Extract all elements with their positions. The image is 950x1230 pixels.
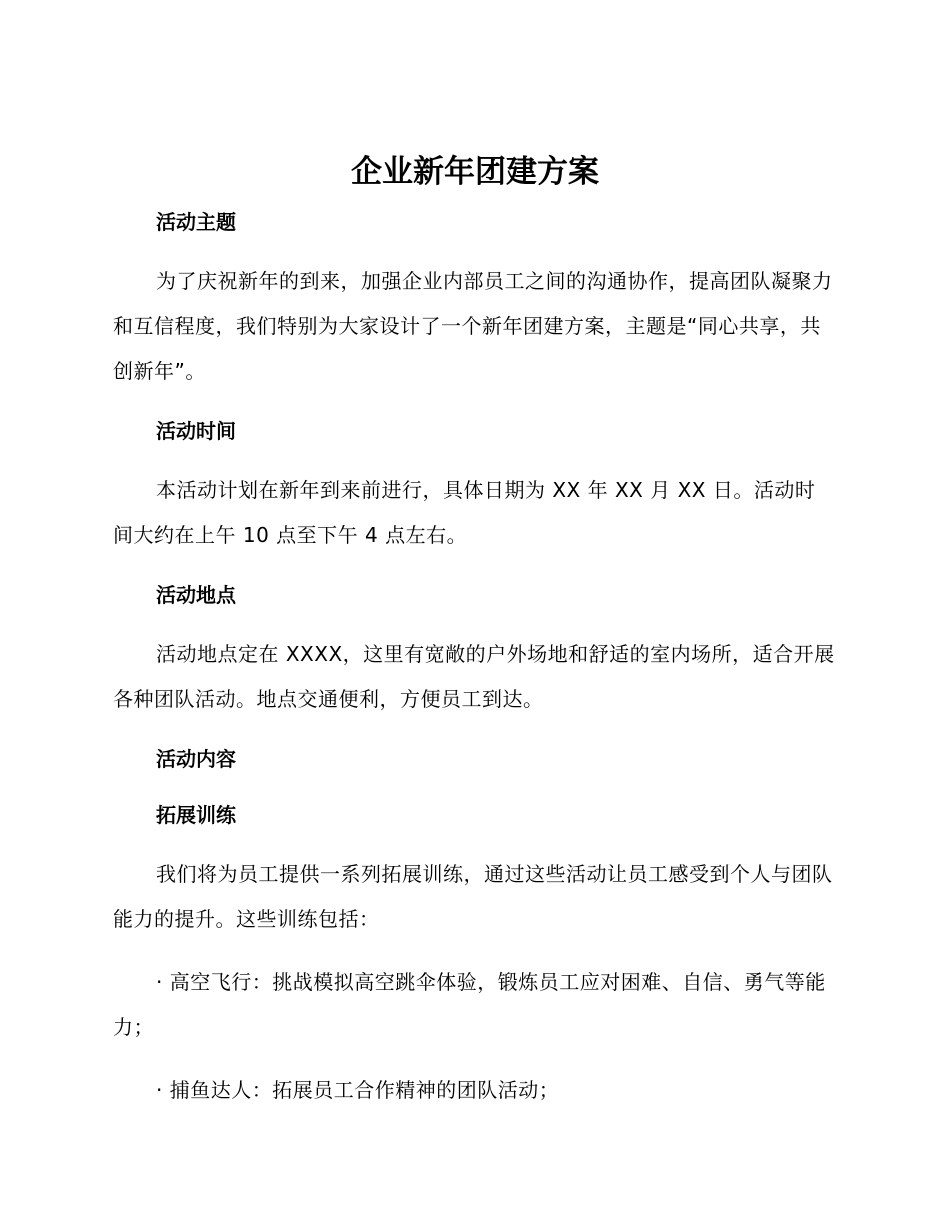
section-heading-content: 活动内容 (156, 747, 236, 771)
section-text-place: 活动地点定在 XXXX，这里有宽敞的户外场地和舒适的室内场所，适合开展各种团队活动。地点交通便利，方便员工到达。 (113, 642, 835, 711)
bullet-item-fishing: · 捕鱼达人：拓展员工合作精神的团队活动； (156, 1078, 560, 1102)
section-heading-training: 拓展训练 (156, 803, 236, 827)
section-text-theme: 为了庆祝新年的到来，加强企业内部员工之间的沟通协作，提高团队凝聚力和互信程度，我们特别为大家设计了一个新年团建方案，主题是“同心共享，共创新年”。 (113, 269, 833, 383)
document-body (113, 203, 835, 1113)
section-heading-theme: 活动主题 (156, 210, 236, 234)
section-heading-place: 活动地点 (156, 583, 236, 607)
bullet-item-high-altitude: · 高空飞行：挑战模拟高空跳伞体验，锻炼员工应对困难、自信、勇气等能力； (113, 970, 826, 1039)
section-text-time: 本活动计划在新年到来前进行，具体日期为 XX 年 XX 月 XX 日。活动时间大约在上午 10 点至下午 4 点左右。 (113, 478, 816, 547)
document-title: 企业新年团建方案 (351, 154, 599, 190)
section-text-training: 我们将为员工提供一系列拓展训练，通过这些活动让员工感受到个人与团队能力的提升。这些训练包括： (113, 862, 833, 931)
section-heading-time: 活动时间 (156, 419, 236, 443)
